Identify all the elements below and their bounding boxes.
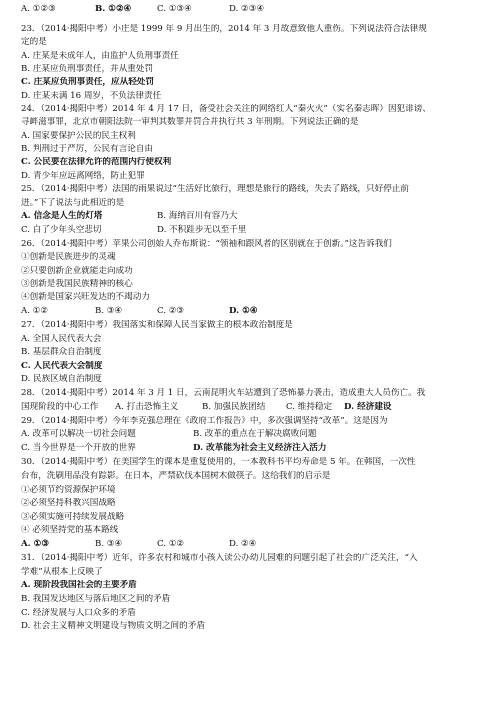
q23-option-b: B. 庄某应负刑事责任，并从重处罚 [21, 64, 154, 74]
q22-option-d: D. ②③④ [229, 4, 265, 14]
q30-item-3: ③必须实施可持续发展战略 [21, 512, 125, 522]
q28-stem-cont: 国现阶段的中心工作 [21, 402, 99, 412]
q25-stem-cont: 进。”下了说法与此相近的是 [21, 198, 125, 208]
q30-stem: 30．（2014·揭阳中考）在美国学生的课本是重复使用的，一本教科书平均寿命是 5 年。在韩国，一次性 [21, 457, 416, 467]
q25-option-d: D. 不积跬步无以至千里 [157, 225, 247, 235]
q25-option-c: C. 白了少年头空悲切 [21, 225, 102, 235]
q27-stem: 27．（2014·揭阳中考）我国落实和保障人民当家做主的根本政治制度是 [21, 320, 293, 330]
q26-stem: 26．（2014·揭阳中考）苹果公司创始人乔布斯说：“领袖和跟风者的区别就在于创新。”这告诉我们 [21, 239, 392, 249]
q24-option-d: D. 青少年应远离网络，防止犯罪 [21, 171, 145, 181]
q26-item-1: ①创新是民族进步的灵魂 [21, 252, 116, 262]
q30-option-d: D. ②④ [229, 539, 257, 549]
q28-option-d: D. 经济建设 [344, 402, 392, 412]
q29-option-b: B. 改革的重点在于解决腐败问题 [193, 429, 317, 439]
q30-option-a: A. ①③ [21, 539, 50, 549]
q26-item-2: ②只要创新企业就能走向成功 [21, 266, 133, 276]
q26-item-4: ④创新是国家兴旺发达的不竭动力 [21, 292, 150, 302]
q23-option-c: C. 庄某应负刑事责任，应从轻处罚 [21, 77, 154, 87]
q25-option-a: A. 信念是人生的灯塔 [21, 211, 103, 221]
q30-option-c: C. ①② [157, 539, 185, 549]
q27-option-a: A. 全国人民代表大会 [21, 334, 102, 344]
q27-option-c: C. 人民代表大会制度 [21, 361, 103, 371]
q28-option-a: A. 打击恐怖主义 [115, 402, 179, 412]
q24-option-b: B. 判刑过于严厉，公民有言论自由 [21, 144, 154, 154]
q28-stem: 28．（2014·揭阳中考）2014 年 3 月 1 日，云南昆明火车站遭到了恐怖暴力袭击，造成重大人员伤亡。我 [21, 388, 426, 398]
q23-stem: 23．（2014·揭阳中考）小庄是 1999 年 9 月出生的，2014 年 3 月故意致他人重伤。下列说法符合法律规 [21, 24, 427, 34]
q24-stem: 24．（2014·揭阳中考）2014 年 4 月 17 日，备受社会关注的网络红人“秦火火”（实名秦志晖）因犯诽谤、 [21, 104, 431, 114]
q31-stem-cont: 学难”从根本上反映了 [21, 567, 103, 577]
q25-stem: 25．（2014·揭阳中考）法国的雨果说过“生活好比旅行，理想是旅行的路线，失去了路线，只好停止前 [21, 184, 409, 194]
q29-option-c: C. 当今世界是一个开放的世界 [21, 443, 136, 453]
q31-option-a: A. 现阶段我国社会的主要矛盾 [21, 580, 137, 590]
q29-option-d: D. 改革能为社会主义经济注入活力 [193, 443, 327, 453]
q27-option-d: D. 民族区域自治制度 [21, 374, 102, 384]
q23-option-a: A. 庄某是未成年人，由监护人负刑事责任 [21, 51, 179, 61]
q28-option-b: B. 加强民族团结 [202, 402, 266, 412]
q26-option-a: A. ①② [21, 306, 49, 316]
q31-option-b: B. 我国发达地区与落后地区之间的矛盾 [21, 594, 171, 604]
q30-item-2: ②必须坚持科教兴国战略 [21, 498, 116, 508]
q31-stem: 31．（2014·揭阳中考）近年，许多农村和城市小孩入读公办幼儿园难的问题引起了社会的广泛关注，“入 [21, 553, 418, 563]
q26-option-d: D. ①④ [229, 306, 258, 316]
q30-item-1: ①必须节约资源保护环境 [21, 485, 116, 495]
q22-option-c: C. ①③④ [157, 4, 192, 14]
q26-item-3: ③创新是我国民族精神的核心 [21, 279, 133, 289]
q30-option-b: B. ③④ [95, 539, 123, 549]
q24-option-c: C. 公民要在法律允许的范围内行使权利 [21, 157, 172, 167]
q26-option-b: B. ③④ [95, 306, 123, 316]
q29-option-a: A. 改革可以解决一切社会问题 [21, 429, 136, 439]
q30-stem-cont: 台布，洗刷用品没有踪影。在日本，严禁砍伐本国树木做筷子。这给我们的启示是 [21, 471, 331, 481]
q29-stem: 29．（2014·揭阳中考）今年李克强总理在《政府工作报告》中，多次强调坚持“改革”。这是因为 [21, 416, 388, 426]
q31-option-d: D. 社会主义精神文明建设与物质文明之间的矛盾 [21, 621, 205, 631]
q22-option-b: B. ①②④ [95, 4, 132, 14]
q24-option-a: A. 国家要保护公民的民主权利 [21, 131, 136, 141]
q24-stem-cont: 寻衅滋事罪，北京市朝阳法院一审判其数罪并罚合并执行共 3 年刑期。下列说法正确的是 [21, 117, 359, 127]
q23-option-d: D. 庄某未满 16 周岁，不负法律责任 [21, 91, 162, 101]
q31-option-c: C. 经济发展与人口众多的矛盾 [21, 608, 136, 618]
q23-stem-cont: 定的是 [21, 37, 47, 47]
q30-item-4: ④ 必须坚持党的基本路线 [21, 525, 119, 535]
q25-option-b: B. 海纳百川有容乃大 [157, 211, 238, 221]
q28-option-c: C. 维持稳定 [286, 402, 333, 412]
q27-option-b: B. 基层群众自治制度 [21, 347, 102, 357]
q22-option-a: A. ①②③ [21, 4, 56, 14]
q26-option-c: C. ②③ [157, 306, 185, 316]
